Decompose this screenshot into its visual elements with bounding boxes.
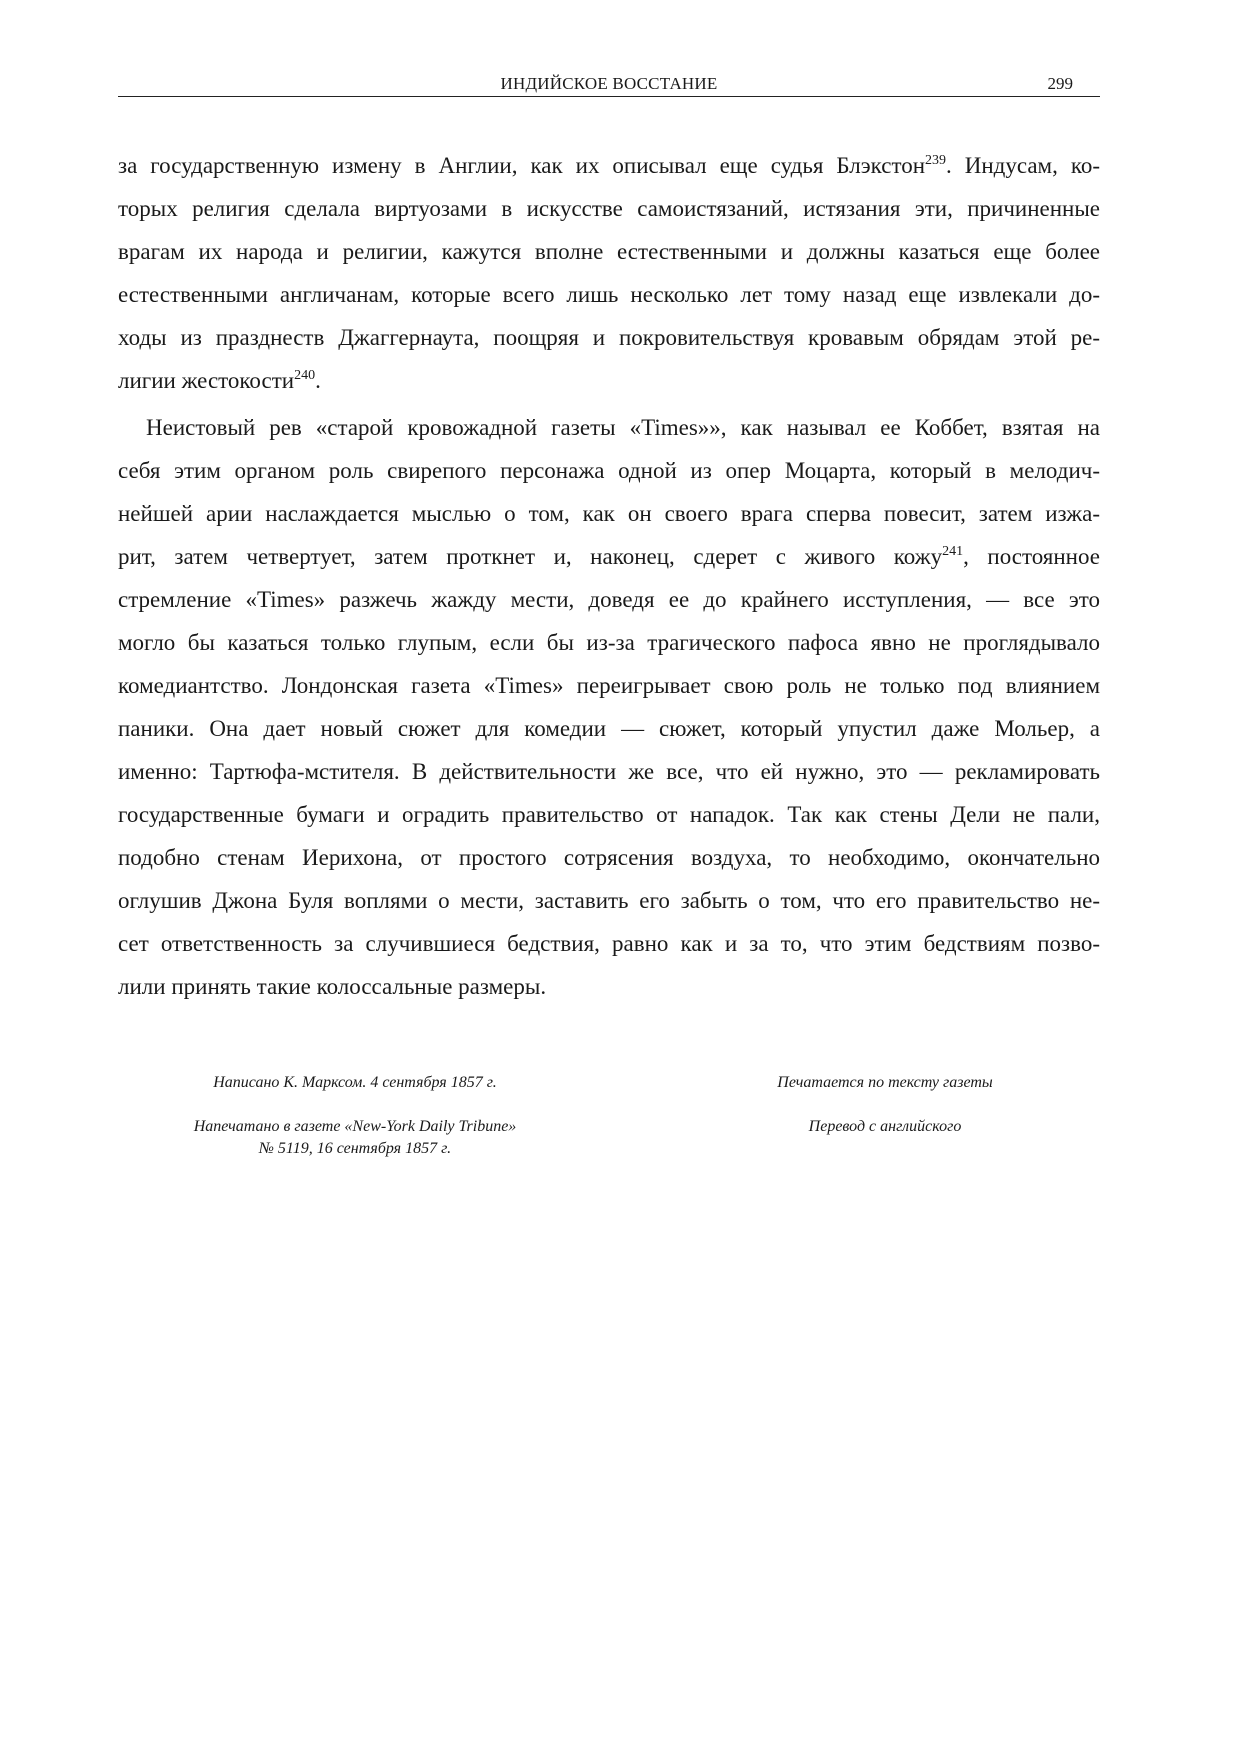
translation-note: Перевод с английского (808, 1118, 962, 1135)
text-line: нейшей арии наслаждается мыслью о том, как он своего врага сперва повесит, затем изжа- (118, 501, 1100, 526)
text-line: оглушив Джона Буля воплями о мести, заставить его забыть о том, что его правительство не- (118, 888, 1100, 913)
body-text (118, 144, 1100, 1008)
text-line: лили принять такие колоссальные размеры. (118, 974, 547, 999)
page-number: 299 (1047, 74, 1073, 93)
text-line: Неистовый рев «старой кровожадной газеты «Times»», как называл ее Коббет, взятая на (146, 415, 1100, 440)
text-line: комедиантство. Лондонская газета «Times» переигрывает свою роль не только под влиянием (118, 673, 1100, 698)
text-line: себя этим органом роль свирепого персонажа одной из опер Моцарта, который в мелодич- (118, 458, 1100, 483)
text-line: врагам их народа и религии, кажутся вполне естественными и должны казаться еще более (118, 239, 1100, 264)
source-note: Печатается по тексту газеты (777, 1074, 993, 1091)
printed-note-line-2: № 5119, 16 сентября 1857 г. (258, 1140, 452, 1157)
running-header (118, 74, 1100, 97)
paragraph-2 (118, 406, 1100, 1008)
text-line: за государственную измену в Англии, как их описывал еще судья Блэкстон$^{239}$. Индусам, ко- (118, 153, 1100, 178)
footnote-ref-241[interactable]: 241 (942, 544, 964, 559)
paragraph-1 (118, 144, 1100, 402)
text-line: естественными англичанам, которые всего лишь несколько лет тому назад еще извлекали до- (118, 282, 1100, 307)
footnote-ref-239[interactable]: 239 (925, 153, 947, 168)
text-line: сет ответственность за случившиеся бедствия, равно как и за то, что этим бедствиям позво- (118, 931, 1100, 956)
text-line: ходы из празднеств Джаггернаута, поощряя и покровительствуя кровавым обрядам этой ре- (118, 325, 1100, 350)
text-line: торых религия сделала виртуозами в искусстве самоистязаний, истязания эти, причиненные (118, 196, 1100, 221)
text-line: государственные бумаги и оградить правительство от нападок. Так как стены Дели не пали, (118, 802, 1100, 827)
text-line: могло бы казаться только глупым, если бы из-за трагического пафоса явно не проглядывало (118, 630, 1100, 655)
text-line: рит, затем четвертует, затем проткнет и, наконец, сдерет с живого кожу$^{241}$, постоянное (118, 544, 1100, 569)
text-line: именно: Тартюфа-мстителя. В действительности же все, что ей нужно, это — рекламировать (118, 759, 1100, 784)
printed-note-line-1: Напечатано в газете «New-York Daily Tribune» (193, 1118, 517, 1135)
written-note: Написано К. Марксом. 4 сентября 1857 г. (213, 1074, 497, 1091)
text-line: лигии жестокости$^{240}$. (118, 368, 321, 393)
footnote-ref-240[interactable]: 240 (294, 368, 316, 383)
imprint-left (130, 1072, 580, 1160)
text-line: подобно стенам Иерихона, от простого сотрясения воздуха, то необходимо, окончательно (118, 845, 1100, 870)
imprint-right (660, 1072, 1110, 1138)
text-line: паники. Она дает новый сюжет для комедии — сюжет, который упустил даже Мольер, а (118, 716, 1100, 741)
running-title: ИНДИЙСКОЕ ВОССТАНИЕ (500, 74, 718, 93)
text-line: стремление «Times» разжечь жажду мести, доведя ее до крайнего исступления, — все это (118, 587, 1100, 612)
